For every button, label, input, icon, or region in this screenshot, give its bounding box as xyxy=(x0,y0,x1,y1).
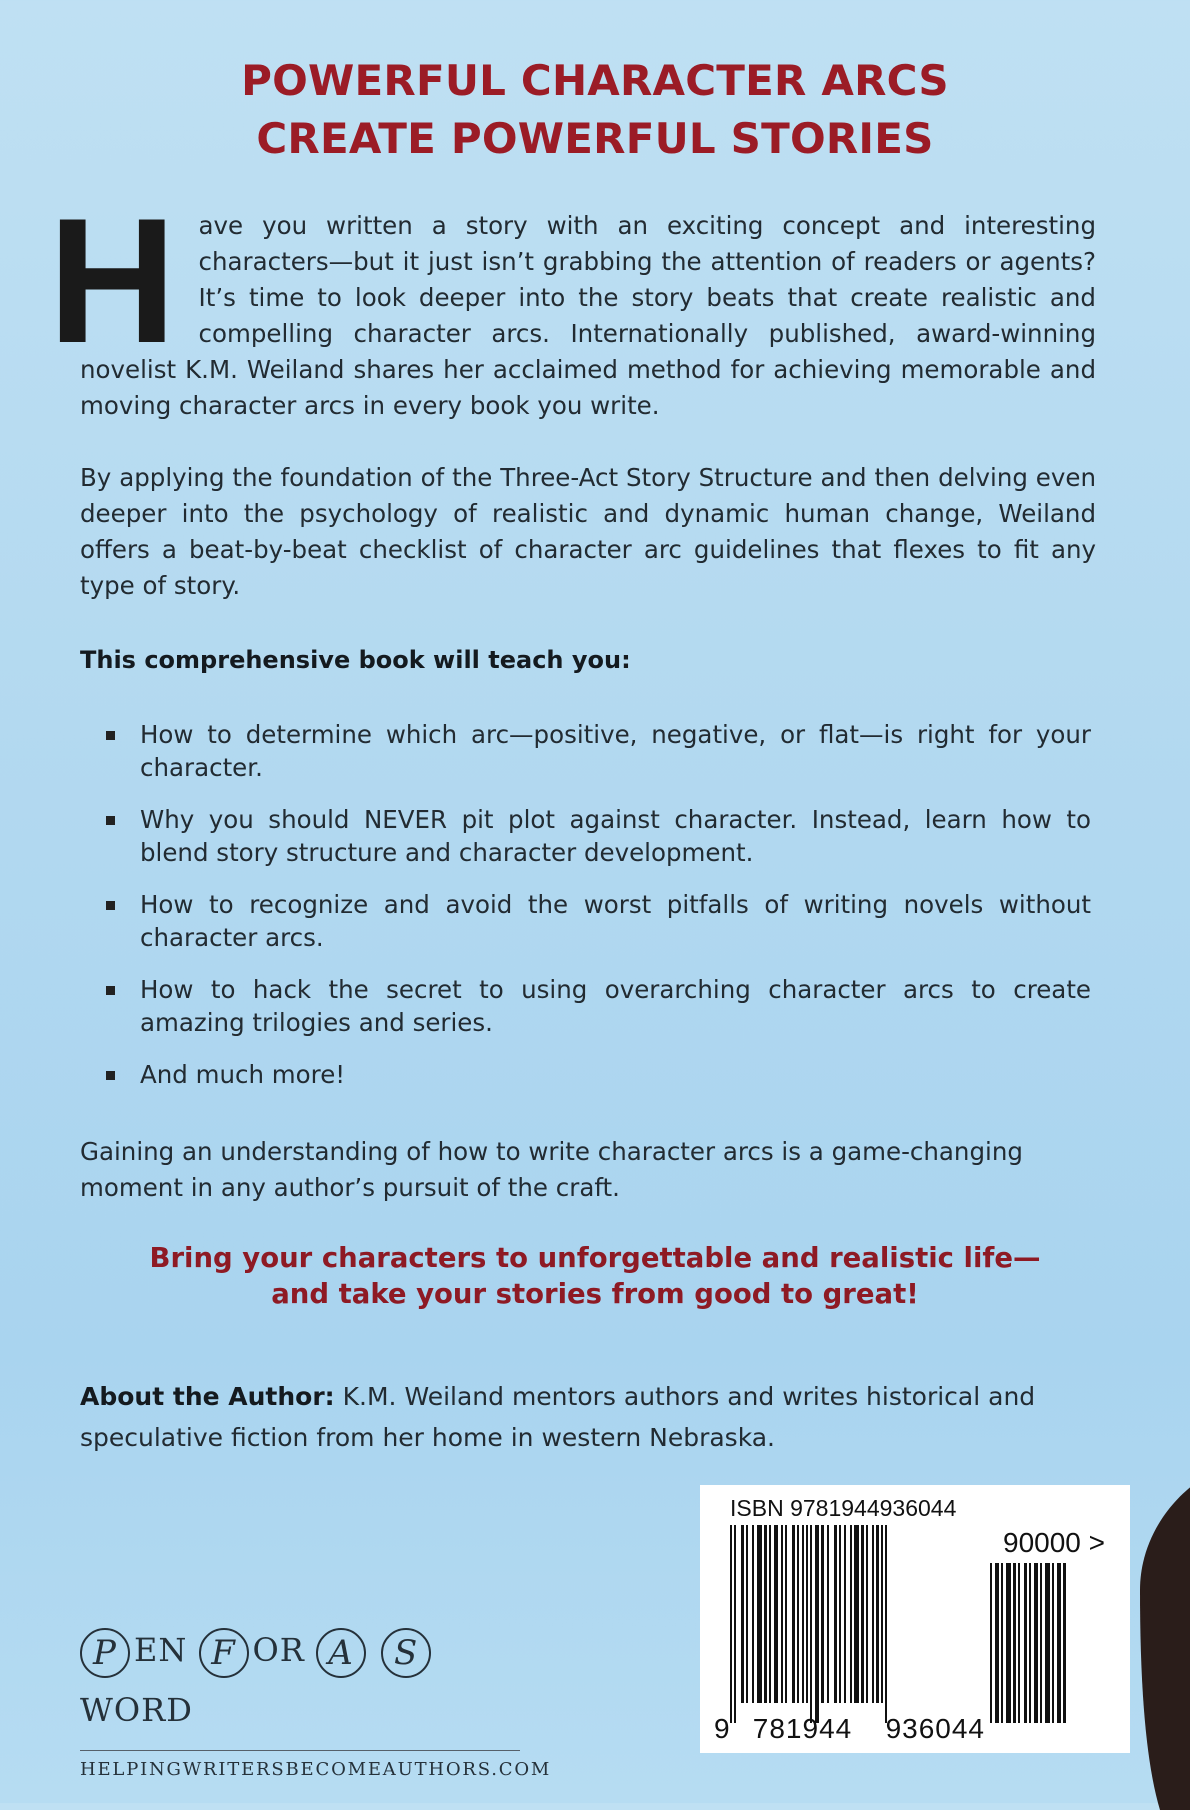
barcode-bar xyxy=(774,1525,778,1703)
barcode-bar xyxy=(995,1563,999,1723)
ean-digit-group-1: 781944 xyxy=(752,1713,853,1744)
square-bullet-icon xyxy=(106,816,115,825)
barcode-bar xyxy=(821,1525,824,1703)
barcode-bar xyxy=(1029,1563,1031,1723)
barcode-bar xyxy=(797,1525,799,1703)
list-item-text: How to recognize and avoid the worst pitfalls of writing novels without character arcs. xyxy=(140,890,1091,952)
isbn-label: ISBN 9781944936044 xyxy=(730,1495,957,1521)
barcode-bar xyxy=(839,1525,841,1703)
logo-cap: P xyxy=(80,1628,130,1678)
logo-cap: S xyxy=(381,1628,431,1678)
barcode-bar xyxy=(815,1525,819,1723)
ean-barcode xyxy=(730,1525,975,1723)
addon-barcode xyxy=(990,1563,1102,1723)
about-author-text: K.M. Weiland mentors authors and writes historical and speculative fiction from her home in western Nebraska. xyxy=(80,1382,1036,1452)
barcode-bar xyxy=(746,1525,748,1703)
barcode-bar xyxy=(1063,1563,1066,1723)
barcode-bar xyxy=(802,1525,804,1703)
about-author-label: About the Author: xyxy=(80,1382,335,1411)
barcode-bar xyxy=(834,1525,837,1703)
barcode-bar xyxy=(806,1525,808,1703)
barcode-bar xyxy=(752,1525,754,1703)
square-bullet-icon xyxy=(106,1071,115,1080)
barcode-bar xyxy=(885,1525,887,1723)
barcode-bar xyxy=(1052,1563,1054,1723)
list-item xyxy=(106,718,1091,784)
headline xyxy=(0,52,1190,168)
headline-line-2: CREATE POWERFUL STORIES xyxy=(256,114,934,163)
barcode-bar xyxy=(866,1525,868,1703)
barcode-bar xyxy=(1001,1563,1003,1723)
list-item xyxy=(106,888,1091,954)
square-bullet-icon xyxy=(106,986,115,995)
barcode-bar xyxy=(1040,1563,1042,1723)
publisher-url: HELPINGWRITERSBECOMEAUTHORS.COM xyxy=(80,1759,552,1780)
barcode-bar xyxy=(872,1525,874,1703)
barcode-bar xyxy=(881,1525,883,1703)
ean-digit-group-2: 936044 xyxy=(885,1713,985,1744)
barcode-bar xyxy=(990,1563,992,1723)
headline-line-1: POWERFUL CHARACTER ARCS xyxy=(241,56,949,105)
craft-paragraph: Gaining an understanding of how to write character arcs is a game-changing moment in any author’s pursuit of the craft. xyxy=(80,1137,1023,1202)
barcode-bar xyxy=(854,1525,859,1703)
barcode-bar xyxy=(1006,1563,1011,1723)
list-item xyxy=(106,803,1091,869)
callout-line-1: Bring your characters to unforgettable and realistic life— xyxy=(149,1242,1041,1274)
teach-list xyxy=(106,718,1091,1110)
logo-word: EN xyxy=(134,1631,188,1669)
about-author xyxy=(80,1376,1100,1458)
ean-digit-first: 9 xyxy=(714,1713,731,1744)
square-bullet-icon xyxy=(106,731,115,740)
barcode-bar xyxy=(1057,1563,1061,1723)
list-item xyxy=(106,973,1091,1039)
intro-text: ave you written a story with an exciting concept and interesting characters—but it just isn’t grabbing the attention of readers or agents? It’s time to look deeper into the story beats that create realistic and compelling character arcs. Internationally published, award-winning novelist K.M. Weiland shares her acclaimed method for achieving memorable and moving character arcs in every book you write. xyxy=(80,211,1096,420)
list-item-text: Why you should NEVER pit plot against character. Instead, learn how to blend story structure and character development. xyxy=(140,805,1091,867)
structure-paragraph: By applying the foundation of the Three-Act Story Structure and then delving even deeper into the psychology of realistic and dynamic human change, Weiland offers a beat-by-beat checklist of character arc guidelines that flexes to fit any type of story. xyxy=(80,463,1096,600)
barcode-bar xyxy=(757,1525,762,1703)
barcode-box xyxy=(700,1485,1130,1753)
logo-cap: F xyxy=(199,1628,249,1678)
publisher-wordmark xyxy=(80,1620,520,1740)
barcode-bar xyxy=(734,1525,736,1723)
barcode-bar xyxy=(769,1525,771,1703)
barcode-bar xyxy=(792,1525,795,1703)
drop-cap: H xyxy=(48,181,177,380)
barcode-bar xyxy=(844,1525,846,1703)
list-item-text: How to determine which arc—positive, negative, or flat—is right for your character. xyxy=(140,720,1091,782)
barcode-bar xyxy=(1024,1563,1027,1723)
logo-word: WORD xyxy=(80,1691,193,1729)
barcode-bar xyxy=(1013,1563,1016,1723)
ean-digits xyxy=(714,1713,1004,1745)
barcode-bar xyxy=(1045,1563,1050,1723)
list-item-text: How to hack the secret to using overarching character arcs to create amazing trilogies and series. xyxy=(140,975,1091,1037)
square-bullet-icon xyxy=(106,901,115,910)
barcode-bar xyxy=(741,1525,744,1703)
intro-paragraph xyxy=(48,181,1096,424)
publisher-logo xyxy=(80,1620,552,1780)
price-code: 90000 > xyxy=(1003,1527,1105,1558)
barcode-bar xyxy=(785,1525,787,1703)
barcode-bar xyxy=(1018,1563,1020,1723)
barcode-bar xyxy=(861,1525,864,1703)
list-item xyxy=(106,1058,1091,1091)
barcode-bar xyxy=(1034,1563,1038,1723)
teach-heading: This comprehensive book will teach you: xyxy=(80,646,631,674)
publisher-divider xyxy=(80,1750,520,1751)
callout-line-2: and take your stories from good to great! xyxy=(271,1278,919,1310)
barcode-bar xyxy=(827,1525,829,1703)
barcode-bar xyxy=(730,1525,732,1723)
logo-cap: A xyxy=(316,1628,366,1678)
barcode-bar xyxy=(781,1525,783,1703)
barcode-bar xyxy=(876,1525,879,1703)
callout xyxy=(0,1240,1190,1312)
barcode-bar xyxy=(850,1525,852,1703)
barcode-bar xyxy=(764,1525,767,1703)
list-item-text: And much more! xyxy=(140,1060,346,1089)
barcode-bar xyxy=(810,1525,812,1723)
logo-word: OR xyxy=(252,1631,305,1669)
dark-corner-shape xyxy=(1140,1480,1190,1810)
